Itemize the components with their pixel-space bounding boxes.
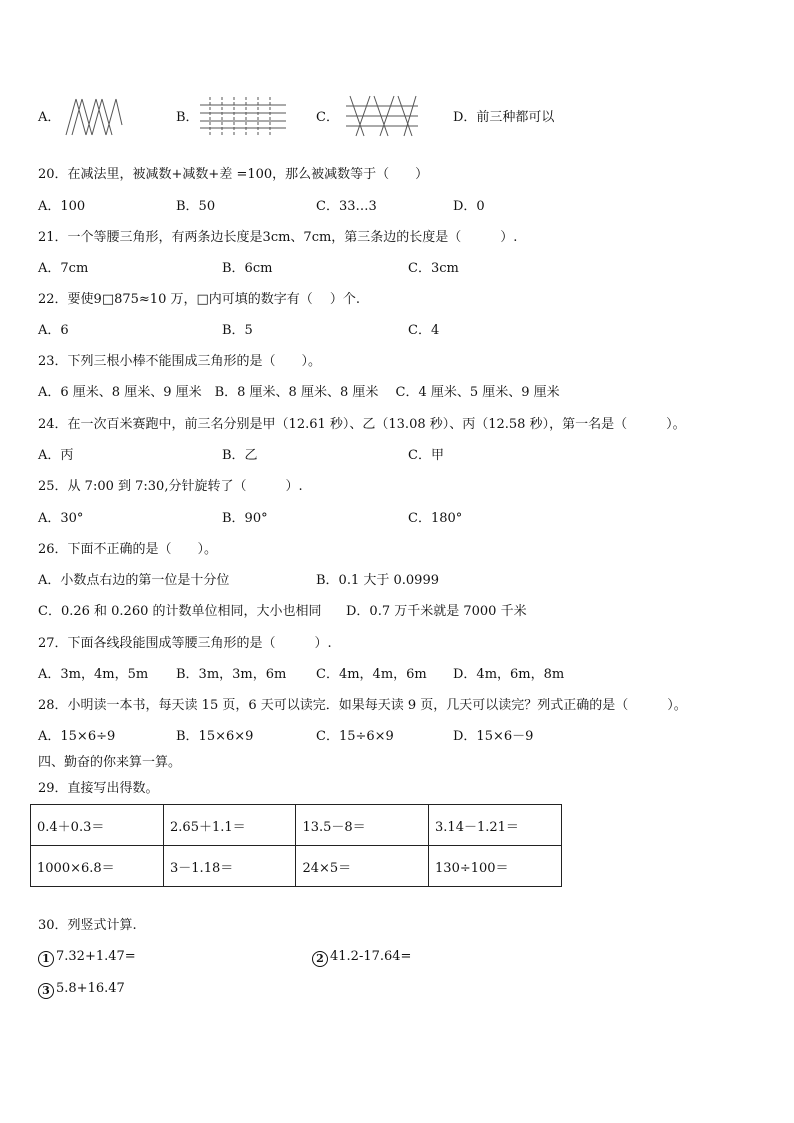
q26-option-a: A．小数点右边的第一位是十分位 xyxy=(38,573,230,588)
q26-stem: 26．下面不正确的是（ ）。 xyxy=(38,542,218,557)
table-row xyxy=(31,805,562,846)
q21-option-a: A．7cm xyxy=(38,261,89,276)
section-heading: 四、勤奋的你来算一算。 xyxy=(38,755,182,770)
q24-stem: 24．在一次百米赛跑中，前三名分别是甲（12.61 秒）、乙（13.08 秒）、丙（12.58 秒），第一名是（ ）。 xyxy=(38,417,686,432)
q22-stem: 22．要使9□875≈10 万，□内可填的数字有（ ）个. xyxy=(38,292,361,307)
circled-number: 2 xyxy=(312,951,328,967)
q24-option-c: C．甲 xyxy=(408,448,444,463)
circled-number: 1 xyxy=(38,951,54,967)
calc-cell: 2.65＋1.1＝ xyxy=(164,805,296,846)
q20-option-a: A．100 xyxy=(38,199,86,214)
q26-option-d: D．0.7 万千米就是 7000 千米 xyxy=(346,604,527,619)
q30-stem: 30．列竖式计算. xyxy=(38,918,137,933)
q28-option-a: A．15×6÷9 xyxy=(38,729,116,744)
q20-option-c: C．33…3 xyxy=(316,199,377,214)
calc-cell: 24×5＝ xyxy=(296,846,429,887)
q22-option-a: A．6 xyxy=(38,323,69,338)
q28-option-d: D．15×6－9 xyxy=(453,729,534,744)
calc-table xyxy=(30,804,562,887)
q23-options: A．6 厘米、8 厘米、9 厘米 B．8 厘米、8 厘米、8 厘米 C．4 厘米、5 厘米、9 厘米 xyxy=(38,385,560,400)
q21-stem: 21．一个等腰三角形，有两条边长度是3cm、7cm，第三条边的长度是（ ）. xyxy=(38,230,518,245)
q25-option-a: A．30° xyxy=(38,511,84,526)
calc-cell: 3.14－1.21＝ xyxy=(429,805,562,846)
q27-option-b: B．3m，3m，6m xyxy=(176,667,287,682)
q30-expression: 41.2-17.64= xyxy=(330,949,412,964)
q25-stem: 25．从 7:00 到 7:30,分针旋转了（ ）. xyxy=(38,479,303,494)
q24-option-a: A．丙 xyxy=(38,448,74,463)
q19-option-a-label: A． xyxy=(38,110,61,125)
q27-stem: 27．下面各线段能围成等腰三角形的是（ ）. xyxy=(38,636,332,651)
q25-option-b: B．90° xyxy=(222,511,268,526)
q28-option-b: B．15×6×9 xyxy=(176,729,254,744)
q28-stem: 28．小明读一本书，每天读 15 页，6 天可以读完．如果每天读 9 页，几天可以读完？列式正确的是（ ）。 xyxy=(38,698,687,713)
q24-option-b: B．乙 xyxy=(222,448,258,463)
q27-option-d: D．4m，6m，8m xyxy=(453,667,565,682)
q26-option-b: B．0.1 大于 0.0999 xyxy=(316,573,439,588)
q21-option-c: C．3cm xyxy=(408,261,459,276)
table-row xyxy=(31,846,562,887)
q30-expression: 7.32+1.47= xyxy=(56,949,136,964)
q30-expression: 5.8+16.47 xyxy=(56,981,125,996)
q19-option-c-label: C． xyxy=(316,110,339,125)
q20-stem: 20．在减法里，被减数+减数+差 =100，那么被减数等于（ ） xyxy=(38,167,429,182)
q20-option-d: D．0 xyxy=(453,199,485,214)
q26-option-c: C．0.26 和 0.260 的计数单位相同，大小也相同 xyxy=(38,604,322,619)
q19-option-b-label: B． xyxy=(176,110,199,125)
circled-number: 3 xyxy=(38,983,54,999)
q22-option-c: C．4 xyxy=(408,323,440,338)
q20-option-b: B．50 xyxy=(176,199,216,214)
q30-item-2 xyxy=(312,949,411,967)
q29-stem: 29．直接写出得数。 xyxy=(38,781,159,796)
q19-option-d: D．前三种都可以 xyxy=(453,110,555,125)
q21-option-b: B．6cm xyxy=(222,261,273,276)
calc-cell: 1000×6.8＝ xyxy=(31,846,164,887)
calc-cell: 13.5－8＝ xyxy=(296,805,429,846)
q28-option-c: C．15÷6×9 xyxy=(316,729,394,744)
q27-option-a: A．3m，4m，5m xyxy=(38,667,149,682)
q19-figure-c xyxy=(344,94,420,138)
q30-item-1 xyxy=(38,949,136,967)
calc-cell: 130÷100＝ xyxy=(429,846,562,887)
q30-item-3 xyxy=(38,981,125,999)
q19-figure-a xyxy=(62,97,124,137)
calc-cell: 0.4＋0.3＝ xyxy=(31,805,164,846)
q22-option-b: B．5 xyxy=(222,323,253,338)
q19-figure-b xyxy=(198,95,288,137)
q27-option-c: C．4m，4m，6m xyxy=(316,667,427,682)
q25-option-c: C．180° xyxy=(408,511,463,526)
q23-stem: 23．下列三根小棒不能围成三角形的是（ ）。 xyxy=(38,354,322,369)
calc-cell: 3－1.18＝ xyxy=(164,846,296,887)
